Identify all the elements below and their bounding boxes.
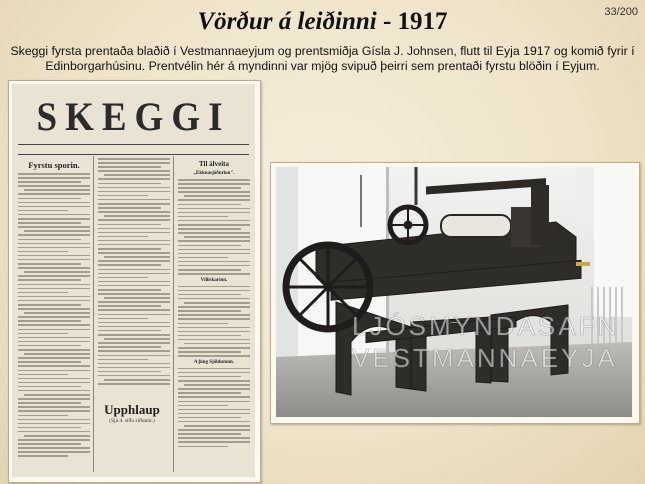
text-line bbox=[98, 248, 161, 250]
text-line bbox=[184, 302, 250, 304]
column-subheading: A þing Sjöldunum. bbox=[193, 359, 235, 365]
column-heading: Fyrstu sporin. bbox=[28, 160, 80, 170]
text-line bbox=[18, 333, 68, 335]
text-line bbox=[98, 224, 161, 226]
text-line bbox=[178, 351, 241, 353]
text-line bbox=[98, 318, 148, 320]
text-line bbox=[178, 179, 250, 181]
text-line bbox=[18, 439, 90, 441]
text-line bbox=[184, 384, 250, 386]
text-line bbox=[18, 374, 68, 376]
text-line bbox=[18, 341, 90, 343]
text-line bbox=[178, 429, 250, 431]
text-line bbox=[18, 304, 81, 306]
text-line bbox=[98, 326, 170, 328]
text-line bbox=[98, 219, 170, 221]
text-line bbox=[18, 386, 81, 388]
text-line bbox=[178, 392, 241, 394]
text-line bbox=[18, 292, 68, 294]
text-line bbox=[178, 294, 241, 296]
text-line bbox=[178, 273, 250, 275]
masthead-rule-top bbox=[18, 144, 249, 145]
text-line bbox=[18, 206, 90, 208]
text-line bbox=[98, 240, 170, 242]
text-line bbox=[18, 251, 68, 253]
text-line bbox=[98, 277, 148, 279]
text-line bbox=[178, 220, 250, 222]
text-line bbox=[104, 379, 170, 381]
text-line bbox=[18, 308, 90, 310]
text-line bbox=[98, 342, 170, 344]
newspaper-column-1 bbox=[18, 158, 90, 470]
text-line bbox=[24, 312, 90, 314]
text-line bbox=[178, 257, 228, 259]
text-line bbox=[18, 455, 68, 457]
text-line bbox=[178, 368, 250, 370]
text-line bbox=[98, 199, 170, 201]
text-line bbox=[18, 320, 81, 322]
text-line bbox=[18, 443, 81, 445]
text-line bbox=[178, 335, 241, 337]
text-line bbox=[18, 316, 90, 318]
text-line bbox=[178, 232, 250, 234]
text-line bbox=[98, 191, 170, 193]
text-line bbox=[178, 405, 228, 407]
text-line bbox=[18, 419, 90, 421]
text-line bbox=[98, 211, 170, 213]
text-line bbox=[18, 288, 90, 290]
text-line bbox=[98, 355, 170, 357]
text-line bbox=[24, 230, 90, 232]
text-line bbox=[24, 435, 90, 437]
text-line bbox=[178, 339, 250, 341]
text-line bbox=[18, 193, 90, 195]
text-line bbox=[18, 267, 90, 269]
text-line bbox=[98, 359, 148, 361]
text-line bbox=[98, 195, 148, 197]
text-line bbox=[178, 331, 250, 333]
text-line bbox=[178, 199, 250, 201]
text-line bbox=[178, 286, 250, 288]
text-line bbox=[98, 252, 170, 254]
column-subheading: „Ekknasjóðurion". bbox=[193, 171, 235, 176]
text-line bbox=[98, 178, 170, 180]
text-line bbox=[18, 349, 90, 351]
text-line bbox=[98, 314, 170, 316]
title-year: - 1917 bbox=[376, 8, 448, 35]
text-line bbox=[178, 441, 250, 443]
text-line bbox=[184, 236, 250, 238]
text-line bbox=[18, 214, 90, 216]
printing-press-illustration bbox=[276, 167, 632, 417]
text-line bbox=[18, 406, 90, 408]
text-line bbox=[178, 212, 250, 214]
text-line bbox=[18, 222, 81, 224]
page-number: 33/200 bbox=[604, 6, 638, 18]
text-line bbox=[18, 181, 81, 183]
text-line bbox=[18, 185, 90, 187]
text-line bbox=[18, 263, 81, 265]
text-line bbox=[18, 370, 90, 372]
newspaper-image bbox=[12, 84, 255, 477]
text-line bbox=[18, 365, 90, 367]
text-line bbox=[18, 423, 90, 425]
text-line bbox=[104, 338, 170, 340]
text-line bbox=[98, 363, 170, 365]
column-separator bbox=[173, 156, 174, 472]
text-line bbox=[98, 281, 170, 283]
text-line bbox=[98, 293, 170, 295]
text-line bbox=[178, 380, 250, 382]
text-line bbox=[98, 162, 170, 164]
text-line bbox=[98, 285, 170, 287]
text-line bbox=[18, 324, 90, 326]
text-line bbox=[178, 245, 241, 247]
text-line bbox=[24, 394, 90, 396]
text-line bbox=[178, 318, 250, 320]
watermark-line-2: VESTMANNAEYJA bbox=[352, 343, 618, 373]
text-line bbox=[18, 226, 90, 228]
text-line bbox=[98, 158, 170, 160]
column-heading: Til álveita bbox=[198, 160, 229, 168]
newspaper-column-3 bbox=[178, 158, 250, 470]
text-line bbox=[178, 347, 250, 349]
text-line bbox=[98, 350, 170, 352]
text-line bbox=[178, 355, 250, 357]
masthead-rule-bottom bbox=[18, 154, 249, 155]
text-line bbox=[98, 187, 170, 189]
slide-title bbox=[0, 8, 645, 36]
text-line bbox=[178, 372, 250, 374]
text-line bbox=[98, 309, 170, 311]
text-line bbox=[18, 210, 68, 212]
text-line bbox=[98, 330, 161, 332]
text-line bbox=[24, 353, 90, 355]
text-line bbox=[178, 376, 241, 378]
text-line bbox=[178, 388, 250, 390]
text-line bbox=[178, 437, 250, 439]
text-line bbox=[18, 279, 81, 281]
text-line bbox=[98, 166, 161, 168]
text-line bbox=[18, 173, 90, 175]
text-line bbox=[178, 249, 250, 251]
text-line bbox=[184, 425, 250, 427]
upphlaup-box bbox=[96, 402, 168, 424]
text-line bbox=[178, 187, 241, 189]
upphlaup-heading: Upphlaup bbox=[104, 402, 160, 417]
text-line bbox=[178, 290, 250, 292]
text-line bbox=[178, 396, 250, 398]
watermark-line-1: LJÓSMYNDASAFN bbox=[352, 311, 620, 341]
text-line bbox=[178, 208, 250, 210]
text-line bbox=[98, 301, 170, 303]
text-line bbox=[98, 207, 161, 209]
text-line bbox=[178, 327, 250, 329]
text-line bbox=[178, 261, 250, 263]
text-line bbox=[18, 296, 90, 298]
text-line bbox=[98, 334, 170, 336]
text-line bbox=[98, 264, 161, 266]
text-line bbox=[18, 198, 81, 200]
text-line bbox=[184, 195, 250, 197]
text-line bbox=[18, 357, 90, 359]
text-line bbox=[18, 255, 90, 257]
text-line bbox=[178, 191, 250, 193]
text-line bbox=[184, 343, 250, 345]
newspaper-masthead: SKEGGI bbox=[36, 94, 231, 141]
text-line bbox=[178, 413, 250, 415]
text-line bbox=[178, 314, 250, 316]
text-line bbox=[18, 247, 90, 249]
text-line bbox=[98, 269, 170, 271]
text-line bbox=[98, 232, 170, 234]
text-line bbox=[98, 260, 170, 262]
printing-press-photo bbox=[276, 167, 632, 417]
text-line bbox=[98, 367, 170, 369]
text-line bbox=[24, 189, 90, 191]
text-line bbox=[18, 378, 90, 380]
text-line bbox=[18, 259, 90, 261]
text-line bbox=[98, 203, 170, 205]
text-line bbox=[178, 204, 241, 206]
text-line bbox=[18, 410, 90, 412]
text-line bbox=[18, 451, 90, 453]
column-subheading: Villiskarinn. bbox=[200, 277, 228, 283]
slide-subtitle: Skeggi fyrsta prentaða blaðið í Vestmannaeyjum og prentsmiðja Gísla J. Johnsen, flutt til Eyja 1917 og komið fyrir í Edinborgarhúsinu. Prentvélin hér á myndinni var mjög svipuð þeirri sem prentaði fyrstu blöðin í Eyjum. bbox=[10, 44, 635, 73]
text-line bbox=[18, 415, 68, 417]
text-line bbox=[18, 275, 90, 277]
text-line bbox=[98, 183, 161, 185]
text-line bbox=[104, 297, 170, 299]
text-line bbox=[104, 174, 170, 176]
text-line bbox=[178, 224, 250, 226]
text-line bbox=[104, 256, 170, 258]
text-line bbox=[98, 236, 148, 238]
text-line bbox=[178, 228, 241, 230]
text-line bbox=[18, 398, 90, 400]
text-line bbox=[18, 402, 81, 404]
text-line bbox=[178, 323, 228, 325]
text-line bbox=[178, 417, 241, 419]
text-line bbox=[18, 345, 81, 347]
text-line bbox=[178, 446, 228, 448]
text-line bbox=[98, 305, 161, 307]
text-line bbox=[18, 329, 90, 331]
text-line bbox=[178, 433, 241, 435]
text-line bbox=[18, 177, 90, 179]
text-line bbox=[98, 383, 170, 385]
title-italic: Vörður á leiðinni bbox=[197, 8, 377, 35]
text-line bbox=[98, 322, 170, 324]
text-line bbox=[18, 337, 90, 339]
text-line bbox=[18, 202, 90, 204]
text-line bbox=[178, 216, 228, 218]
text-line bbox=[18, 431, 90, 433]
text-line bbox=[18, 218, 90, 220]
text-line bbox=[178, 298, 250, 300]
text-line bbox=[18, 239, 81, 241]
text-line bbox=[18, 284, 90, 286]
text-line bbox=[98, 289, 161, 291]
text-line bbox=[178, 183, 250, 185]
text-line bbox=[98, 371, 161, 373]
text-line bbox=[18, 390, 90, 392]
text-line bbox=[178, 240, 250, 242]
text-line bbox=[18, 382, 90, 384]
text-line bbox=[178, 306, 250, 308]
text-line bbox=[18, 243, 90, 245]
text-line bbox=[98, 244, 170, 246]
text-line bbox=[178, 310, 241, 312]
text-line bbox=[178, 265, 250, 267]
column-separator bbox=[93, 156, 94, 472]
text-line bbox=[178, 253, 250, 255]
text-line bbox=[178, 269, 241, 271]
text-line bbox=[98, 228, 170, 230]
upphlaup-subheading: (Sjá 4. síðu síðunni.) bbox=[109, 418, 155, 424]
text-line bbox=[18, 234, 90, 236]
text-line bbox=[104, 215, 170, 217]
text-line bbox=[24, 271, 90, 273]
text-line bbox=[98, 375, 170, 377]
text-line bbox=[18, 361, 81, 363]
text-line bbox=[98, 346, 161, 348]
text-line bbox=[98, 273, 170, 275]
text-line bbox=[178, 401, 250, 403]
text-line bbox=[18, 300, 90, 302]
text-line bbox=[18, 427, 81, 429]
text-line bbox=[18, 447, 90, 449]
text-line bbox=[178, 421, 250, 423]
text-line bbox=[178, 409, 250, 411]
text-line bbox=[98, 170, 170, 172]
